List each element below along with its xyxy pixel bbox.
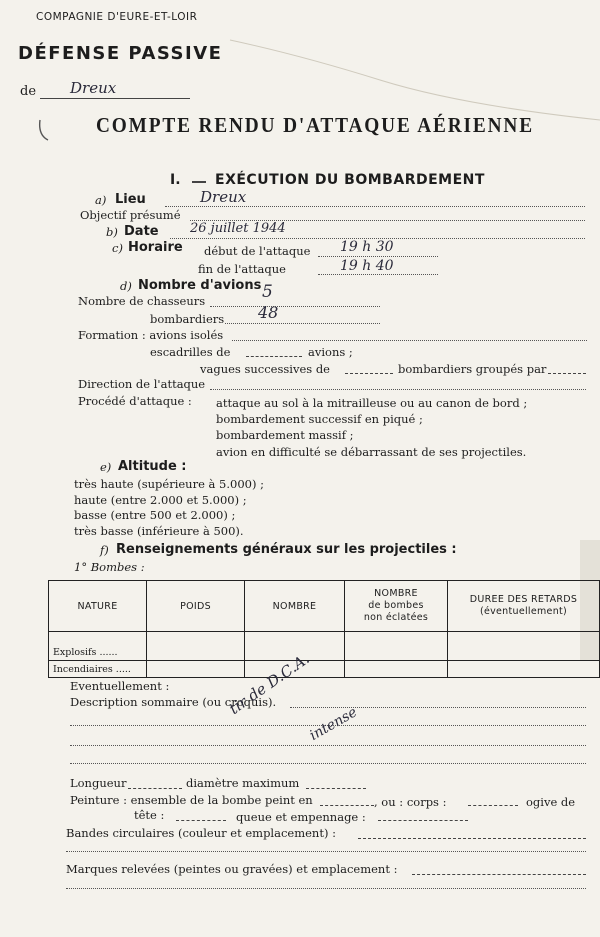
procede-option-2: bombardement successif en piqué ; <box>216 412 423 426</box>
peinture-label: Peinture : ensemble de la bombe peint en <box>70 793 313 807</box>
avions-label: Nombre d'avions <box>138 278 262 293</box>
avions-suffix: avions ; <box>308 345 353 359</box>
ogive-label: ogive de <box>526 795 576 809</box>
debut-field-line <box>318 256 438 257</box>
objectif-label: Objectif présumé <box>80 208 181 222</box>
debut-value: 19 h 30 <box>340 239 394 255</box>
de-label: de <box>20 84 37 99</box>
handwritten-note-2: intense <box>307 704 360 744</box>
formation-field-line <box>232 340 587 341</box>
header-non-eclatees-line3: non éclatées <box>363 612 429 623</box>
longueur-field-line <box>128 788 182 789</box>
lieu-label: Lieu <box>115 192 146 207</box>
description-line-3 <box>70 745 586 746</box>
fin-value: 19 h 40 <box>340 258 394 274</box>
procede-option-3: bombardement massif ; <box>216 428 354 442</box>
row-poids[interactable] <box>147 661 245 678</box>
description-line-4 <box>70 763 586 764</box>
diametre-field-line <box>306 788 366 789</box>
header-non-eclatees <box>345 581 448 632</box>
main-title: COMPTE RENDU D'ATTAQUE AÉRIENNE <box>96 113 534 137</box>
direction-label: Direction de l'attaque <box>78 377 206 391</box>
corps-field-line <box>468 805 518 806</box>
bombardiers-label: bombardiers <box>150 312 225 326</box>
bandes-field-line <box>358 838 586 839</box>
bombes-label: 1° Bombes : <box>74 560 145 574</box>
procede-option-4: avion en difficulté se débarrassant de ses projectiles. <box>216 445 527 459</box>
lieu-value: Dreux <box>200 188 247 206</box>
chasseurs-field-line <box>210 306 380 307</box>
altitude-label: Altitude : <box>118 459 187 474</box>
longueur-label: Longueur <box>70 776 127 790</box>
header-retards-line2: (éventuellement) <box>479 606 568 617</box>
row-retards[interactable] <box>448 661 600 678</box>
lieu-field-line <box>165 206 585 207</box>
peinture-field-line <box>320 805 374 806</box>
horaire-letter: c) <box>112 241 123 255</box>
fin-label: fin de l'attaque <box>198 262 286 276</box>
header-nombre: NOMBRE <box>245 581 345 632</box>
date-letter: b) <box>106 225 118 239</box>
header-nature: NATURE <box>49 581 147 632</box>
queue-label: queue et empennage : <box>236 810 366 824</box>
altitude-option-4: très basse (inférieure à 500). <box>74 524 244 538</box>
description-label: Description sommaire (ou croquis). <box>70 695 277 709</box>
header-poids: POIDS <box>147 581 245 632</box>
header-non-eclatees-line1: NOMBRE <box>374 588 418 599</box>
tete-field-line <box>176 820 226 821</box>
horaire-label: Horaire <box>128 240 183 255</box>
queue-field-line <box>378 820 468 821</box>
row-poids[interactable] <box>147 632 245 661</box>
altitude-option-1: très haute (supérieure à 5.000) ; <box>74 477 264 491</box>
groupes-label: bombardiers groupés par <box>398 362 547 376</box>
table-row <box>49 632 600 661</box>
section-dash <box>192 181 206 183</box>
bombardiers-value: 48 <box>258 303 279 322</box>
escadrilles-label: escadrilles de <box>150 345 231 359</box>
renseignements-letter: f) <box>100 543 109 557</box>
avions-letter: d) <box>120 279 132 293</box>
vagues-field-line <box>345 373 393 374</box>
row-nature-explosifs: Explosifs ...... <box>49 632 147 661</box>
description-line-1 <box>290 707 586 708</box>
procede-label: Procédé d'attaque : <box>78 394 192 408</box>
row-non-eclatees[interactable] <box>345 661 448 678</box>
marques-label: Marques relevées (peintes ou gravées) et emplacement : <box>66 862 398 876</box>
chasseurs-label: Nombre de chasseurs <box>78 294 206 308</box>
service-title: DÉFENSE PASSIVE <box>18 43 223 64</box>
tete-label: tête : <box>134 808 165 822</box>
renseignements-label: Renseignements généraux sur les projectiles : <box>116 542 457 557</box>
handwritten-note-1: tir de D.C.A. <box>225 649 313 718</box>
bandes-line-2 <box>66 851 586 852</box>
row-retards[interactable] <box>448 632 600 661</box>
escadrilles-field-line <box>246 356 302 357</box>
procede-option-1: attaque au sol à la mitrailleuse ou au canon de bord ; <box>216 396 528 410</box>
vagues-label: vagues successives de <box>200 362 330 376</box>
header-retards <box>448 581 600 632</box>
date-label: Date <box>124 224 159 239</box>
ou-corps-label: , ou : corps : <box>374 795 447 809</box>
company-name: COMPAGNIE D'EURE-ET-LOIR <box>36 11 198 23</box>
altitude-option-2: haute (entre 2.000 et 5.000) ; <box>74 493 247 507</box>
marques-field-line <box>412 874 586 875</box>
fin-field-line <box>318 274 438 275</box>
de-value: Dreux <box>70 79 117 97</box>
section-title: EXÉCUTION DU BOMBARDEMENT <box>215 172 485 188</box>
marques-line-2 <box>66 888 586 889</box>
row-non-eclatees[interactable] <box>345 632 448 661</box>
bombes-table <box>48 580 600 678</box>
de-line <box>40 98 190 99</box>
eventuellement-label: Eventuellement : <box>70 679 170 693</box>
header-retards-line1: DUREE DES RETARDS <box>469 594 578 605</box>
groupes-field-line <box>548 373 586 374</box>
formation-label: Formation : avions isolés <box>78 328 224 342</box>
row-nature-incendiaires: Incendiaires ..... <box>49 661 147 678</box>
table-row <box>49 661 600 678</box>
bandes-label: Bandes circulaires (couleur et emplacement) : <box>66 826 336 840</box>
date-value: 26 juillet 1944 <box>190 221 286 236</box>
bombardiers-field-line <box>225 323 380 324</box>
chasseurs-value: 5 <box>262 282 273 302</box>
debut-label: début de l'attaque <box>204 244 311 258</box>
altitude-option-3: basse (entre 500 et 2.000) ; <box>74 508 236 522</box>
section-number: I. <box>170 172 181 188</box>
direction-field-line <box>210 389 586 390</box>
altitude-letter: e) <box>100 460 112 474</box>
header-non-eclatees-line2: de bombes <box>368 600 424 611</box>
diametre-label: diamètre maximum <box>186 776 300 790</box>
lieu-letter: a) <box>95 193 107 207</box>
